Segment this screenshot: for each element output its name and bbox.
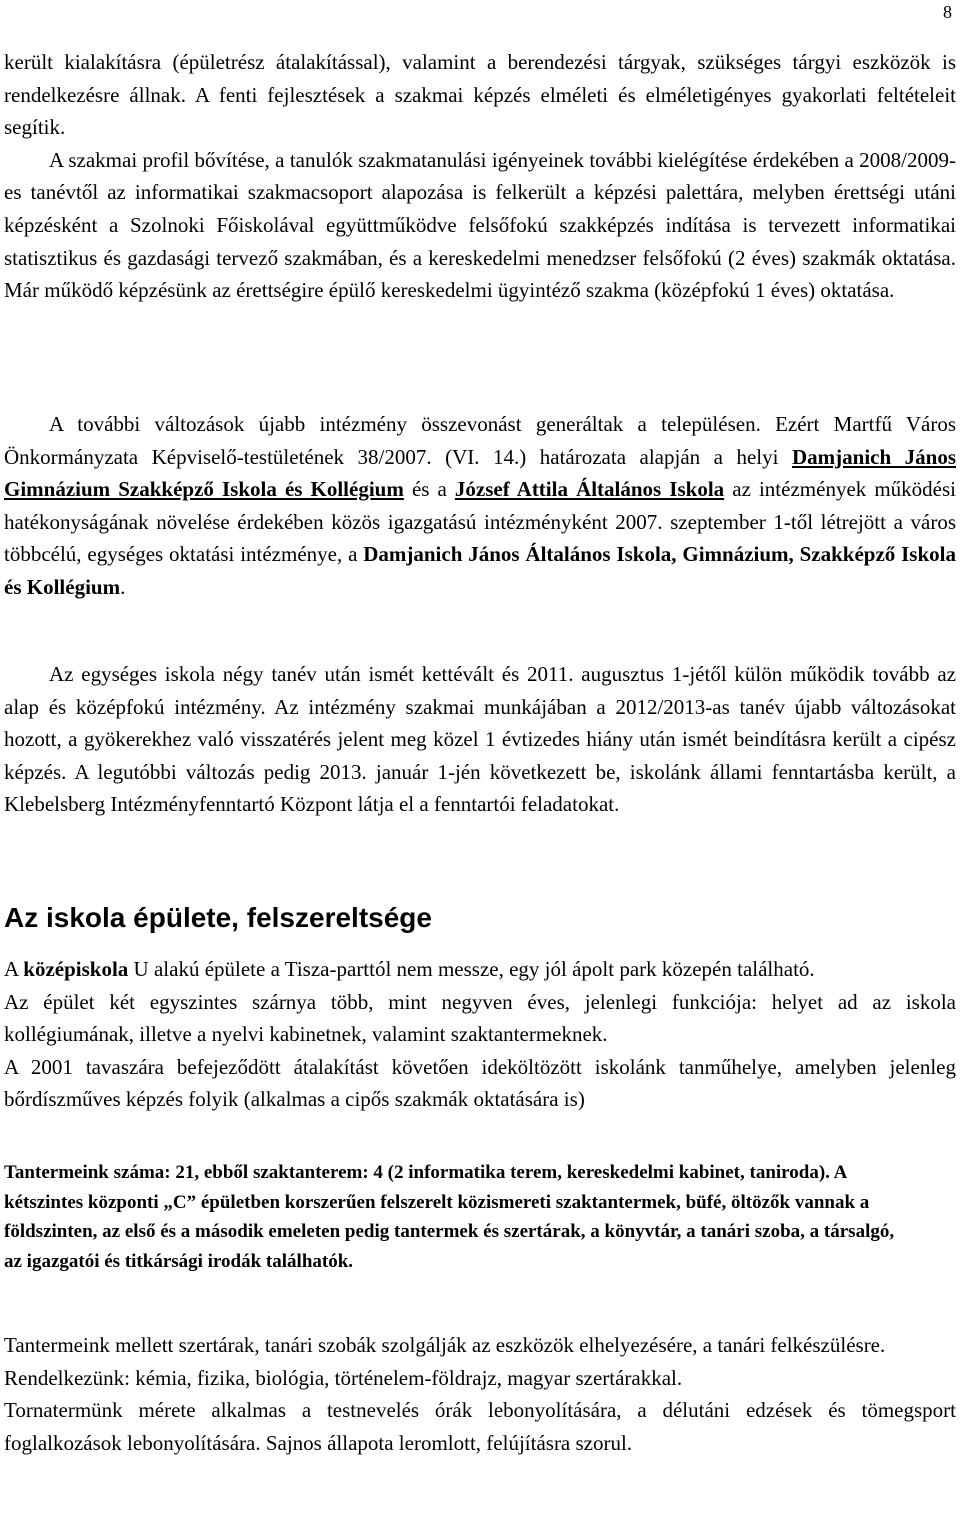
section-heading: Az iskola épülete, felszereltsége: [4, 902, 432, 933]
classroom-summary: Tantermeink száma: 21, ebből szaktanterem: 4 (2 informatika terem, kereskedelmi kabinet, taniroda). A kétszintes központi „C” épületben korszerűen felszerelt közismereti szaktantermek, büfé, öltözők vannak a földszinten, az első és a második emeleten pedig tantermek és szertárak, a könyvtár, a tanári szoba, a társalgó, az igazgatói és titkársági irodák találhatók.: [4, 1162, 895, 1272]
page-number: 8: [943, 2, 952, 22]
paragraph-equipment: Tantermeink mellett szertárak, tanári szobák szolgálják az eszközök elhelyezésére, a tanári felkészülésre. Rendelkezünk: kémia, fizika, biológia, történelem-földrajz, magyar szertárakkal. Tornatermünk mérete alkalmas a testnevelés órák lebonyolítására, a délutáni edzések és tömegsport foglalkozások lebonyolítására. Sajnos állapota leromlott, felújításra szorul.: [4, 1333, 956, 1455]
paragraph-3: Az egységes iskola négy tanév után ismét kettévált és 2011. augusztus 1-jétől külön működik tovább az alap és középfokú intézmény. Az intézmény szakmai munkájában a 2012/2013-as tanév újabb változásokat hozott, a gyökerekhez való visszatérés jelent meg közel 1 évtizedes hiány után ismét beindításra került a cipész képzés. A legutóbbi változás pedig 2013. január 1-jén következett be, iskolánk állami fenntartásba került, a Klebelsberg Intézményfenntartó Központ látja el a fenntartói feladatokat.: [4, 662, 956, 817]
paragraph-1: került kialakításra (épületrész átalakítással), valamint a berendezési tárgyak, szükséges tárgyi eszközök is rendelkezésre állnak. A fenti fejlesztések a szakmai képzés elméleti és elméletigényes gyakorlati feltételeit segítik. A szakmai profil bővítése, a tanulók szakmatanulási igényeinek további kielégítése érdekében a 2008/2009-es tanévtől az informatikai szakmacsoport alapozása is felkerült a képzési palettára, melyben érettségi utáni képzésként a Szolnoki Főiskolával együttműködve felsőfokú szakképzés indítása is tervezett informatikai statisztikus és gazdasági tervező szakmában, és a kereskedelmi menedzser felsőfokú (2 éves) szakmák oktatása. Már működő képzésünk az érettségire épülő kereskedelmi ügyintéző szakma (középfokú 1 éves) oktatása.: [4, 50, 956, 303]
paragraph-2: A további változások újabb intézmény összevonást generáltak a településen. Ezért Martfű Város Önkormányzata Képviselő-testületének 38/2007. (VI. 14.) határozata alapján a helyi Damjanich János Gimnázium Szakképző Iskola és Kollégium és a József Attila Általános Iskola az intézmények működési hatékonyságának növelése érdekében közös igazgatású intézményként 2007. szeptember 1-től létrejött a város többcélú, egységes oktatási intézménye, a Damjanich János Általános Iskola, Gimnázium, Szakképző Iskola és Kollégium.: [4, 412, 957, 599]
paragraph-building: A középiskola U alakú épülete a Tisza-parttól nem messze, egy jól ápolt park közepén található. Az épület két egyszintes szárnya több, mint negyven éves, jelenlegi funkciója: helyet ad az iskola kollégiumának, illetve a nyelvi kabinetnek, valamint szaktantermeknek. A 2001 tavaszára befejeződött átalakítást követően ideköltözött iskolánk tanműhelye, amelyben jelenleg bőrdíszműves képzés folyik (alkalmas a cipős szakmák oktatására is): [4, 957, 956, 1112]
